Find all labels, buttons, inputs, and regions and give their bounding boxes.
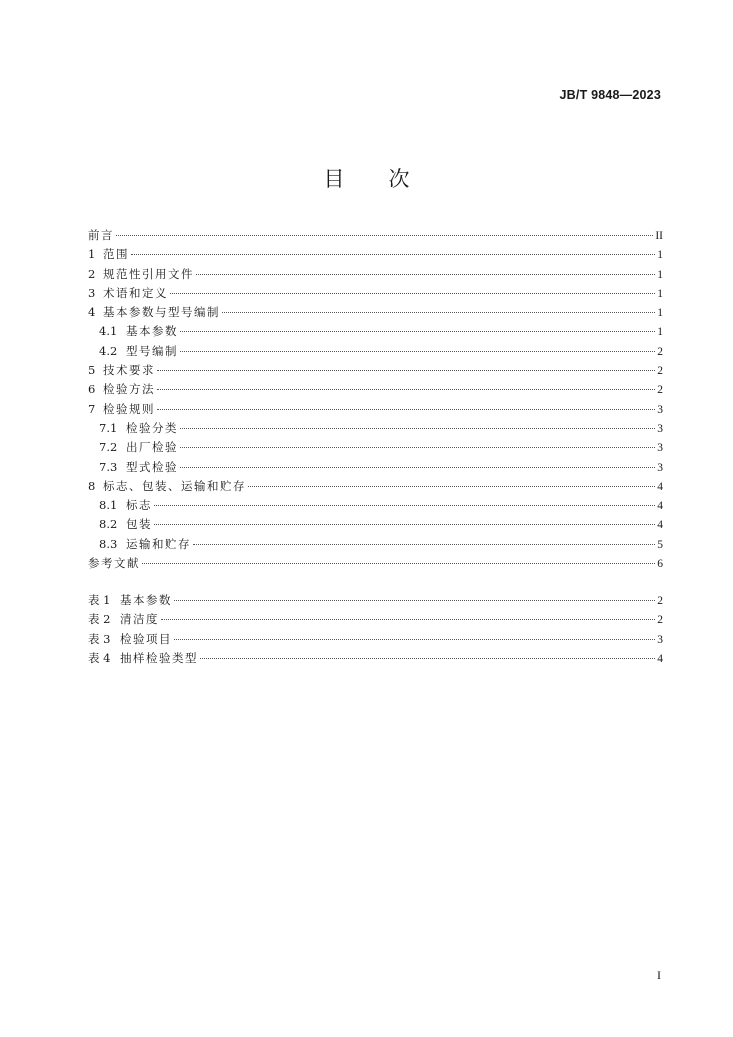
toc-entry[interactable] bbox=[88, 322, 663, 341]
entry-number: 6 bbox=[88, 382, 96, 397]
toc-entry[interactable] bbox=[88, 265, 663, 284]
entry-page-number: 6 bbox=[657, 558, 663, 571]
entry-title: 基本参数与型号编制 bbox=[103, 305, 220, 320]
entry-page-number: 2 bbox=[657, 384, 663, 397]
entry-title: 检验分类 bbox=[126, 420, 178, 435]
entry-page-number: 1 bbox=[657, 249, 663, 262]
dot-leader bbox=[142, 563, 655, 564]
dot-leader bbox=[157, 389, 655, 390]
toc-entry[interactable] bbox=[88, 245, 663, 264]
footer-page-number: I bbox=[657, 968, 661, 982]
entry-page-number: 3 bbox=[657, 422, 663, 435]
toc-entry[interactable] bbox=[88, 380, 663, 399]
entry-number: 8.2 bbox=[99, 517, 118, 532]
entry-page-number: 5 bbox=[657, 538, 663, 551]
dot-leader bbox=[180, 447, 655, 448]
entry-title: 型式检验 bbox=[126, 459, 178, 474]
dot-leader bbox=[180, 428, 655, 429]
dot-leader bbox=[222, 312, 655, 313]
entry-title: 参考文献 bbox=[88, 556, 140, 571]
entry-title: 检验规则 bbox=[103, 401, 155, 416]
dot-leader bbox=[161, 619, 655, 620]
entry-number: 7.1 bbox=[99, 420, 118, 435]
entry-number: 表 1 bbox=[88, 593, 111, 607]
list-of-tables bbox=[88, 591, 663, 668]
entry-page-number: 3 bbox=[657, 633, 663, 646]
entry-title: 术语和定义 bbox=[103, 285, 168, 300]
entry-page-number: 1 bbox=[657, 287, 663, 300]
toc-entry[interactable] bbox=[88, 515, 663, 534]
standard-number: JB/T 9848—2023 bbox=[559, 88, 661, 102]
entry-page-number: 4 bbox=[657, 480, 663, 493]
table-of-contents bbox=[88, 226, 663, 573]
toc-entry[interactable] bbox=[88, 226, 663, 245]
dot-leader bbox=[157, 370, 655, 371]
entry-title: 检验项目 bbox=[120, 631, 172, 646]
dot-leader bbox=[174, 600, 655, 601]
entry-page-number: 2 bbox=[657, 595, 663, 607]
dot-leader bbox=[116, 235, 653, 236]
table-list-entry[interactable] bbox=[88, 591, 663, 610]
dot-leader bbox=[180, 351, 655, 352]
toc-entry[interactable] bbox=[88, 458, 663, 477]
toc-entry[interactable] bbox=[88, 438, 663, 457]
entry-page-number: 2 bbox=[657, 345, 663, 358]
entry-title: 清洁度 bbox=[120, 612, 159, 627]
entry-title: 型号编制 bbox=[126, 343, 178, 358]
dot-leader bbox=[131, 254, 655, 255]
toc-entry[interactable] bbox=[88, 303, 663, 322]
entry-page-number: II bbox=[655, 230, 663, 242]
entry-title: 包装 bbox=[126, 517, 152, 532]
page-title: 目次 bbox=[323, 167, 454, 191]
entry-title: 前言 bbox=[88, 228, 114, 242]
entry-title: 规范性引用文件 bbox=[103, 266, 194, 281]
toc-entry[interactable] bbox=[88, 419, 663, 438]
toc-entry[interactable] bbox=[88, 400, 663, 419]
entry-title: 范围 bbox=[103, 247, 129, 262]
entry-number: 4.1 bbox=[99, 324, 118, 339]
entry-page-number: 1 bbox=[657, 268, 663, 281]
dot-leader bbox=[154, 505, 655, 506]
dot-leader bbox=[196, 274, 655, 275]
entry-number: 7.3 bbox=[99, 459, 118, 474]
toc-entry[interactable] bbox=[88, 361, 663, 380]
toc-entry[interactable] bbox=[88, 554, 663, 573]
entry-page-number: 4 bbox=[657, 652, 663, 665]
entry-title: 基本参数 bbox=[120, 593, 172, 607]
entry-number: 3 bbox=[88, 285, 96, 300]
entry-page-number: 1 bbox=[657, 307, 663, 320]
entry-number: 8.1 bbox=[99, 498, 118, 513]
entry-number: 7.2 bbox=[99, 440, 118, 455]
entry-page-number: 4 bbox=[657, 500, 663, 513]
entry-number: 7 bbox=[88, 401, 96, 416]
entry-page-number: 3 bbox=[657, 442, 663, 455]
entry-number: 4.2 bbox=[99, 343, 118, 358]
entry-number: 8.3 bbox=[99, 536, 118, 551]
dot-leader bbox=[154, 524, 655, 525]
entry-page-number: 3 bbox=[657, 403, 663, 416]
dot-leader bbox=[193, 544, 655, 545]
dot-leader bbox=[200, 658, 655, 659]
toc-entry[interactable] bbox=[88, 342, 663, 361]
entry-number: 8 bbox=[88, 478, 96, 493]
entry-page-number: 4 bbox=[657, 519, 663, 532]
table-list-entry[interactable] bbox=[88, 610, 663, 629]
entry-page-number: 1 bbox=[657, 326, 663, 339]
table-list-entry[interactable] bbox=[88, 630, 663, 649]
entry-number: 表 4 bbox=[88, 650, 111, 665]
toc-entry[interactable] bbox=[88, 477, 663, 496]
entry-page-number: 3 bbox=[657, 461, 663, 474]
entry-number: 表 2 bbox=[88, 612, 111, 627]
toc-entry[interactable] bbox=[88, 284, 663, 303]
entry-title: 检验方法 bbox=[103, 382, 155, 397]
entry-number: 表 3 bbox=[88, 631, 111, 646]
dot-leader bbox=[248, 486, 655, 487]
entry-number: 2 bbox=[88, 266, 96, 281]
entry-title: 标志 bbox=[126, 498, 152, 513]
dot-leader bbox=[180, 331, 655, 332]
entry-title: 基本参数 bbox=[126, 324, 178, 339]
entry-number: 4 bbox=[88, 305, 96, 320]
toc-entry[interactable] bbox=[88, 535, 663, 554]
entry-title: 运输和贮存 bbox=[126, 536, 191, 551]
entry-title: 出厂检验 bbox=[126, 440, 178, 455]
entry-page-number: 2 bbox=[657, 365, 663, 378]
entry-title: 标志、包装、运输和贮存 bbox=[103, 478, 246, 493]
entry-title: 技术要求 bbox=[103, 363, 155, 378]
entry-page-number: 2 bbox=[657, 614, 663, 627]
entry-number: 1 bbox=[88, 247, 96, 262]
toc-entry[interactable] bbox=[88, 496, 663, 515]
table-list-entry[interactable] bbox=[88, 649, 663, 668]
entry-number: 5 bbox=[88, 363, 96, 378]
dot-leader bbox=[180, 467, 655, 468]
dot-leader bbox=[170, 293, 655, 294]
entry-title: 抽样检验类型 bbox=[120, 650, 198, 665]
dot-leader bbox=[157, 409, 655, 410]
dot-leader bbox=[174, 639, 655, 640]
